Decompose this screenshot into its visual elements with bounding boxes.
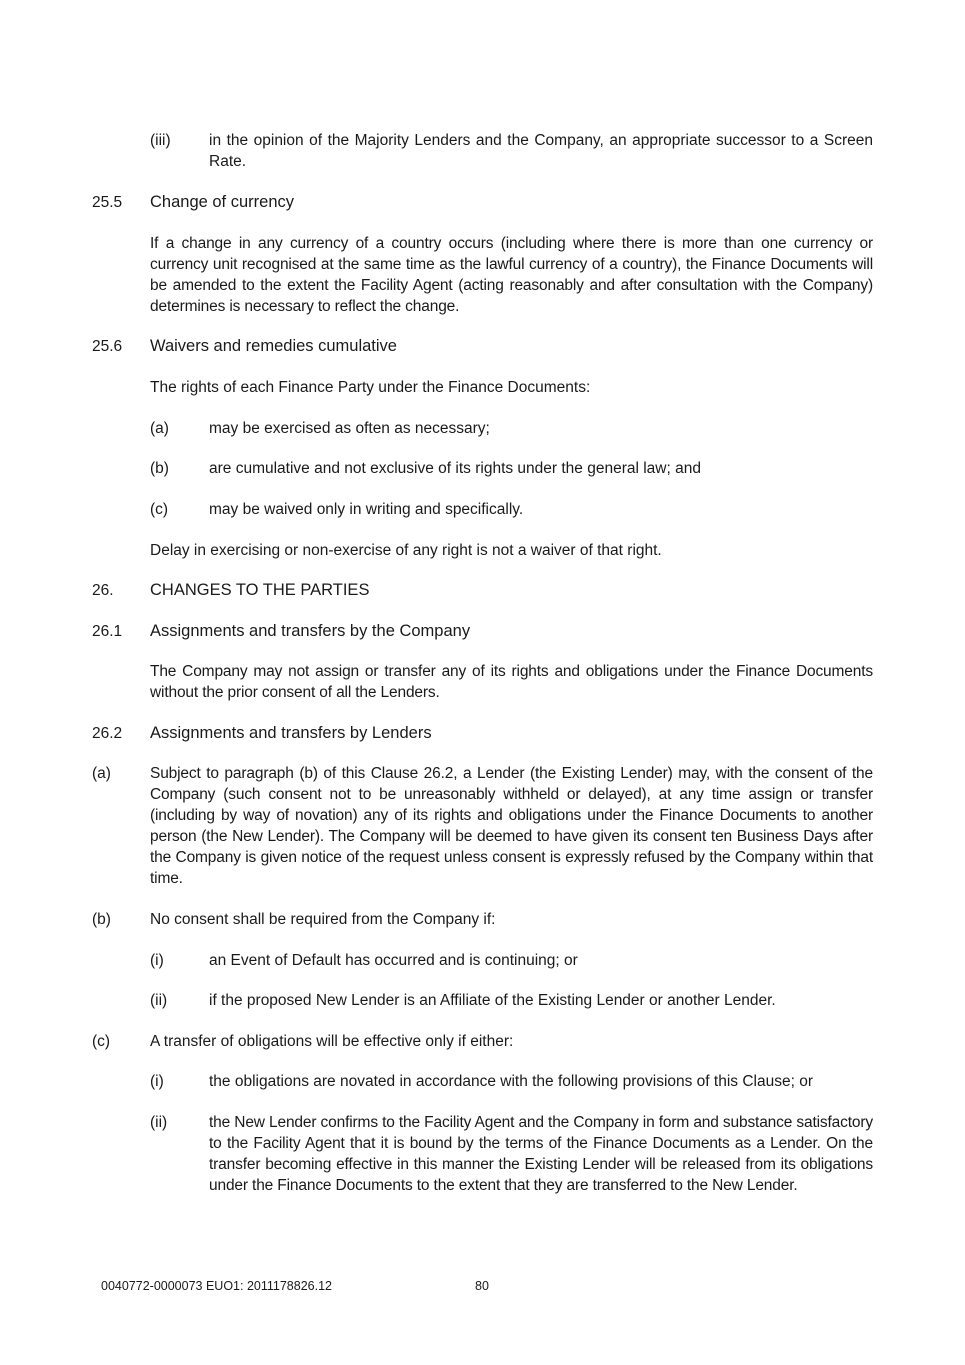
- clause-26-2-b-number: (b): [92, 911, 111, 928]
- clause-26-1-text: The Company may not assign or transfer any of its rights and obligations under the Finance Documents without the prior consent of all the Lenders.: [150, 663, 873, 701]
- clause-25-6-a-text: may be exercised as often as necessary;: [209, 420, 490, 437]
- clause-25-6-c-number: (c): [150, 501, 169, 518]
- clause-26-2-b-text: No consent shall be required from the Company if:: [150, 911, 496, 928]
- clause-26-2-b-ii-number: (ii): [150, 992, 168, 1009]
- clause-26-2-a-number: (a): [92, 765, 111, 782]
- clause-26-1-heading: Assignments and transfers by the Company: [150, 622, 471, 640]
- clause-26-2-number: 26.2: [92, 725, 123, 742]
- footer-document-reference: 0040772-0000073 EUO1: 2011178826.12: [101, 1279, 332, 1293]
- clause-26-2-a-text: Subject to paragraph (b) of this Clause 26.2, a Lender (the Existing Lender) may, with the consent of the Company (such consent not to be unreasonably withheld or delayed), at any time assign or transfer (including by way of novation) any of its rights and obligations under the Finance Documents to another person (the New Lender). The Company will be deemed to have given its consent ten Business Days after the Company is given notice of the request unless consent is expressly refused by the Company within that time.: [150, 765, 873, 887]
- item-iii-text: in the opinion of the Majority Lenders and the Company, an appropriate successor to a Screen Rate.: [209, 132, 873, 170]
- clause-26-2-b-i-text: an Event of Default has occurred and is continuing; or: [209, 952, 578, 969]
- clause-26-2-c-text: A transfer of obligations will be effective only if either:: [150, 1033, 514, 1050]
- clause-26-2-b-ii-text: if the proposed New Lender is an Affiliate of the Existing Lender or another Lender.: [209, 992, 776, 1009]
- clause-26-2-c-ii-text: the New Lender confirms to the Facility Agent and the Company in form and substance satisfactory to the Facility Agent that it is bound by the terms of the Finance Documents as a Lender. On the transfer becoming effective in this manner the Existing Lender will be released from its obligations under the Finance Documents to the extent that they are transferred to the New Lender.: [209, 1114, 873, 1194]
- clause-26-2-b-i-number: (i): [150, 952, 164, 969]
- clause-26-2-c-i-text: the obligations are novated in accordance with the following provisions of this Clause; or: [209, 1073, 813, 1090]
- clause-26-2-heading: Assignments and transfers by Lenders: [150, 724, 432, 742]
- clause-25-5-text: If a change in any currency of a country occurs (including where there is more than one currency or currency unit recognised at the same time as the lawful currency of a country), the Finance Documents will be amended to the extent the Facility Agent (acting reasonably and after consultation with the Company) determines is necessary to reflect the change.: [150, 235, 873, 315]
- clause-26-2-c-number: (c): [92, 1033, 111, 1050]
- clause-25-5-number: 25.5: [92, 194, 123, 211]
- clause-25-6-delay-text: Delay in exercising or non-exercise of any right is not a waiver of that right.: [150, 542, 662, 559]
- clause-25-6-b-text: are cumulative and not exclusive of its rights under the general law; and: [209, 460, 701, 477]
- clause-26-heading: CHANGES TO THE PARTIES: [150, 581, 370, 599]
- clause-25-6-a-number: (a): [150, 420, 169, 437]
- clause-26-2-c-i-number: (i): [150, 1073, 164, 1090]
- clause-25-6-number: 25.6: [92, 338, 123, 355]
- clause-26-2-c-ii-number: (ii): [150, 1114, 168, 1131]
- clause-25-6-c-text: may be waived only in writing and specifically.: [209, 501, 524, 518]
- footer-page-number: 80: [475, 1279, 489, 1293]
- clause-25-6-b-number: (b): [150, 460, 169, 477]
- clause-26-1-number: 26.1: [92, 623, 123, 640]
- clause-25-6-intro: The rights of each Finance Party under the Finance Documents:: [150, 379, 591, 396]
- clause-25-5-heading: Change of currency: [150, 193, 294, 211]
- item-iii-number: (iii): [150, 132, 171, 149]
- clause-26-number: 26.: [92, 582, 114, 599]
- clause-25-6-heading: Waivers and remedies cumulative: [150, 337, 397, 355]
